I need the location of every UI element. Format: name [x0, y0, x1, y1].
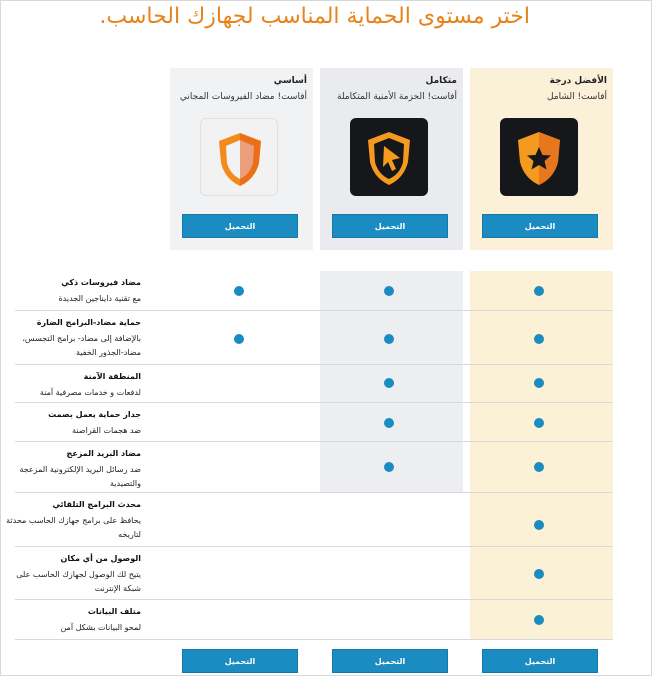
plan-basic-header — [170, 76, 313, 102]
feature-name: المنطقة الآمنة — [83, 372, 141, 381]
feature-available-dot-complete — [384, 334, 394, 344]
plan-name: أساسي — [273, 76, 307, 86]
feature-name: متلف البيانات — [87, 607, 141, 616]
feature-desc: مع تقنية دايناجين الجديدة — [58, 294, 141, 303]
feature-available-dot-best — [534, 615, 544, 625]
feature-row — [15, 311, 613, 365]
feature-desc: لدفعات و خدمات مصرفية آمنة — [39, 388, 141, 397]
feature-desc: يحافظ على برامج جهازك الحاسب محدثة لتاريخه — [6, 516, 141, 539]
plan-complete-header — [320, 76, 463, 102]
plan-subtitle: أفاست! الحزمة الأمنية المتكاملة — [337, 92, 457, 102]
feature-text — [6, 493, 141, 542]
page-title: اختر مستوى الحماية المناسب لجهازك الحاسب. — [99, 4, 530, 29]
feature-text — [6, 271, 141, 306]
avast-shield-orange-icon — [200, 118, 278, 196]
feature-text — [6, 311, 141, 360]
feature-available-dot-best — [534, 418, 544, 428]
feature-text — [6, 365, 141, 400]
feature-available-dot-best — [534, 520, 544, 530]
plan-name: الأفضل درجة — [549, 76, 607, 86]
feature-desc: يتيح لك الوصول لجهازك الحاسب على شبكة الإنترنت — [16, 570, 141, 593]
feature-name: جدار حماية يعمل بصمت — [48, 410, 141, 419]
feature-row — [15, 442, 613, 493]
feature-available-dot-best — [534, 462, 544, 472]
feature-available-dot-best — [534, 569, 544, 579]
avast-shield-star-icon — [500, 118, 578, 196]
feature-desc: ضد هجمات القراصنة — [72, 426, 141, 435]
basic-download-button[interactable]: التحميل — [182, 214, 298, 238]
feature-row — [15, 600, 613, 640]
feature-available-dot-complete — [384, 462, 394, 472]
feature-name: محدث البرامج التلقائي — [52, 500, 141, 509]
feature-name: الوصول من أي مكان — [60, 554, 141, 563]
feature-available-dot-complete — [384, 378, 394, 388]
complete-download-button[interactable]: التحميل — [332, 214, 448, 238]
avast-shield-cursor-icon — [350, 118, 428, 196]
feature-available-dot-best — [534, 334, 544, 344]
feature-available-dot-complete — [384, 286, 394, 296]
complete-bottom-download-button[interactable]: التحميل — [332, 649, 448, 673]
best-download-button[interactable]: التحميل — [482, 214, 598, 238]
basic-bottom-download-button[interactable]: التحميل — [182, 649, 298, 673]
feature-name: مضاد البريد المزعج — [66, 449, 141, 458]
feature-row — [15, 365, 613, 403]
feature-name: مضاد فيروسات ذكي — [61, 278, 141, 287]
feature-available-dot-best — [534, 286, 544, 296]
feature-available-dot-basic — [234, 334, 244, 344]
feature-available-dot-best — [534, 378, 544, 388]
feature-desc: بالإضافة إلى مضاد- برامج التجسس، مضاد-الجذور الخفية — [22, 334, 141, 357]
feature-text — [6, 547, 141, 596]
plan-name: متكامل — [425, 76, 457, 86]
feature-row — [15, 271, 613, 311]
feature-available-dot-complete — [384, 418, 394, 428]
feature-desc: ضد رسائل البريد الإلكترونية المزعجة والتصيدية — [19, 465, 141, 488]
plan-subtitle: أفاست! الشامل — [546, 92, 607, 102]
feature-name: حماية مضاد-البرامج الضارة — [36, 318, 141, 327]
plan-best-header — [470, 76, 613, 102]
feature-available-dot-basic — [234, 286, 244, 296]
feature-text — [6, 442, 141, 491]
feature-row — [15, 547, 613, 600]
best-bottom-download-button[interactable]: التحميل — [482, 649, 598, 673]
feature-row — [6, 493, 613, 547]
plan-subtitle: أفاست! مضاد الفيروسات المجاني — [179, 92, 307, 102]
feature-text — [6, 600, 141, 635]
feature-text — [6, 403, 141, 438]
feature-desc: لمحو البيانات بشكل آمن — [60, 623, 141, 632]
feature-row — [15, 403, 613, 442]
